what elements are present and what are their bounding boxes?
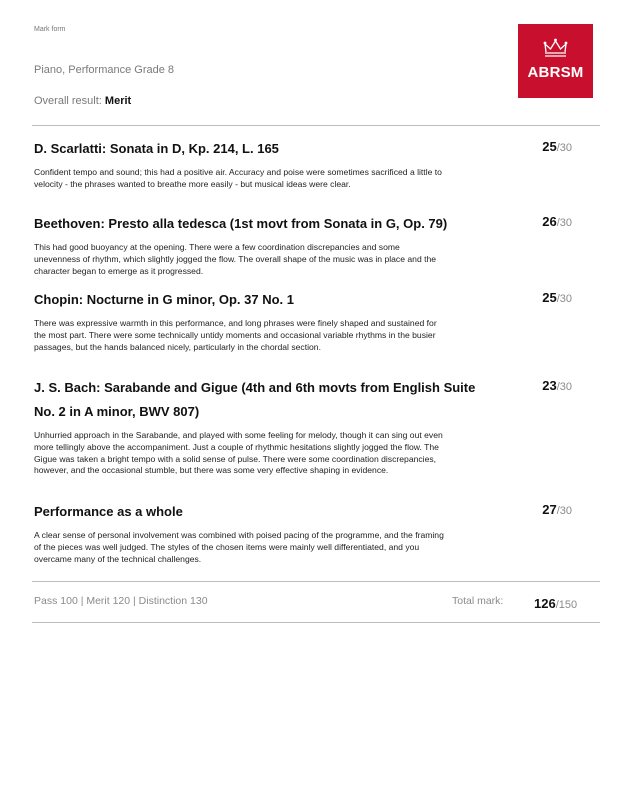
mark-out-of: /30 — [556, 505, 572, 517]
piece-mark — [542, 502, 572, 517]
mark-value: 26 — [542, 214, 557, 229]
logo-text: ABRSM — [527, 64, 584, 81]
piece-title: Performance as a whole — [34, 504, 183, 519]
piece-title: Chopin: Nocturne in G minor, Op. 37 No. 1 — [34, 292, 295, 307]
mark-out-of: /30 — [556, 142, 572, 154]
piece-beethoven — [34, 212, 600, 277]
mark-form-label: Mark form — [34, 26, 66, 33]
piece-comment: Unhurried approach in the Sarabande, and played with some feeling for melody, though it can sing out even more tellingly above the accompaniment. Just a couple of rhythmic hesitations slightly jogged the flow. The Gigue was taken a bright tempo with a solid sense of pulse. There were some coordination discrepancies, however, and the occasional stumble, but there was some very effective shaping in evidence. — [34, 430, 443, 476]
crown-icon — [542, 38, 569, 58]
divider — [32, 622, 600, 623]
mark-value: 23 — [542, 378, 557, 393]
abrsm-logo — [518, 24, 593, 98]
piece-mark — [542, 290, 572, 305]
total-mark-value: 126 — [534, 596, 556, 611]
grade-boundaries: Pass 100 | Merit 120 | Distinction 130 — [34, 595, 208, 607]
piece-bach — [34, 376, 600, 477]
mark-value: 27 — [542, 502, 557, 517]
overall-result — [34, 95, 131, 107]
total-mark-out-of: /150 — [555, 599, 578, 611]
mark-out-of: /30 — [556, 381, 572, 393]
piece-title: Beethoven: Presto alla tedesca (1st movt from Sonata in G, Op. 79) — [34, 216, 448, 231]
piece-title: J. S. Bach: Sarabande and Gigue (4th and 6th movts from English Suite No. 2 in A minor, BWV 807) — [34, 380, 476, 419]
mark-value: 25 — [542, 139, 557, 154]
total-mark-label: Total mark: — [452, 595, 504, 607]
piece-chopin — [34, 288, 600, 353]
piece-title: D. Scarlatti: Sonata in D, Kp. 214, L. 165 — [34, 141, 279, 156]
mark-value: 25 — [542, 290, 557, 305]
overall-result-value: Merit — [104, 95, 132, 107]
piece-mark — [542, 139, 572, 154]
mark-out-of: /30 — [556, 293, 572, 305]
piece-comment: A clear sense of personal involvement was combined with poised pacing of the programme, and the framing of the pieces was well judged. The styles of the chosen items were mainly well differentiated, and you overcame many of the technical challenges. — [34, 530, 444, 564]
grade-label: Piano, Performance Grade 8 — [34, 64, 175, 76]
piece-comment: This had good buoyancy at the opening. There were a few coordination discrepancies and some unevenness of rhythm, which slightly jogged the flow. The overall shape of the music was in place and the character began to emerge as it progressed. — [34, 242, 437, 276]
piece-mark — [542, 214, 572, 229]
piece-comment: There was expressive warmth in this performance, and long phrases were finely shaped and sustained for the most part. There were some technically untidy moments and occasional variable rhythms in the busier passages, but the hands balanced nicely, particularly in the chordal section. — [34, 318, 437, 352]
piece-mark — [542, 378, 572, 393]
mark-out-of: /30 — [556, 217, 572, 229]
divider — [32, 581, 600, 582]
divider — [32, 125, 600, 126]
total-mark — [534, 596, 577, 611]
overall-result-label: Overall result: — [34, 95, 102, 107]
piece-comment: Confident tempo and sound; this had a positive air. Accuracy and poise were sometimes sacrificed a little to velocity - the phrases wanted to breathe more easily - but musical ideas were clear. — [34, 167, 442, 189]
piece-scarlatti — [34, 137, 600, 191]
piece-performance-whole — [34, 500, 600, 565]
